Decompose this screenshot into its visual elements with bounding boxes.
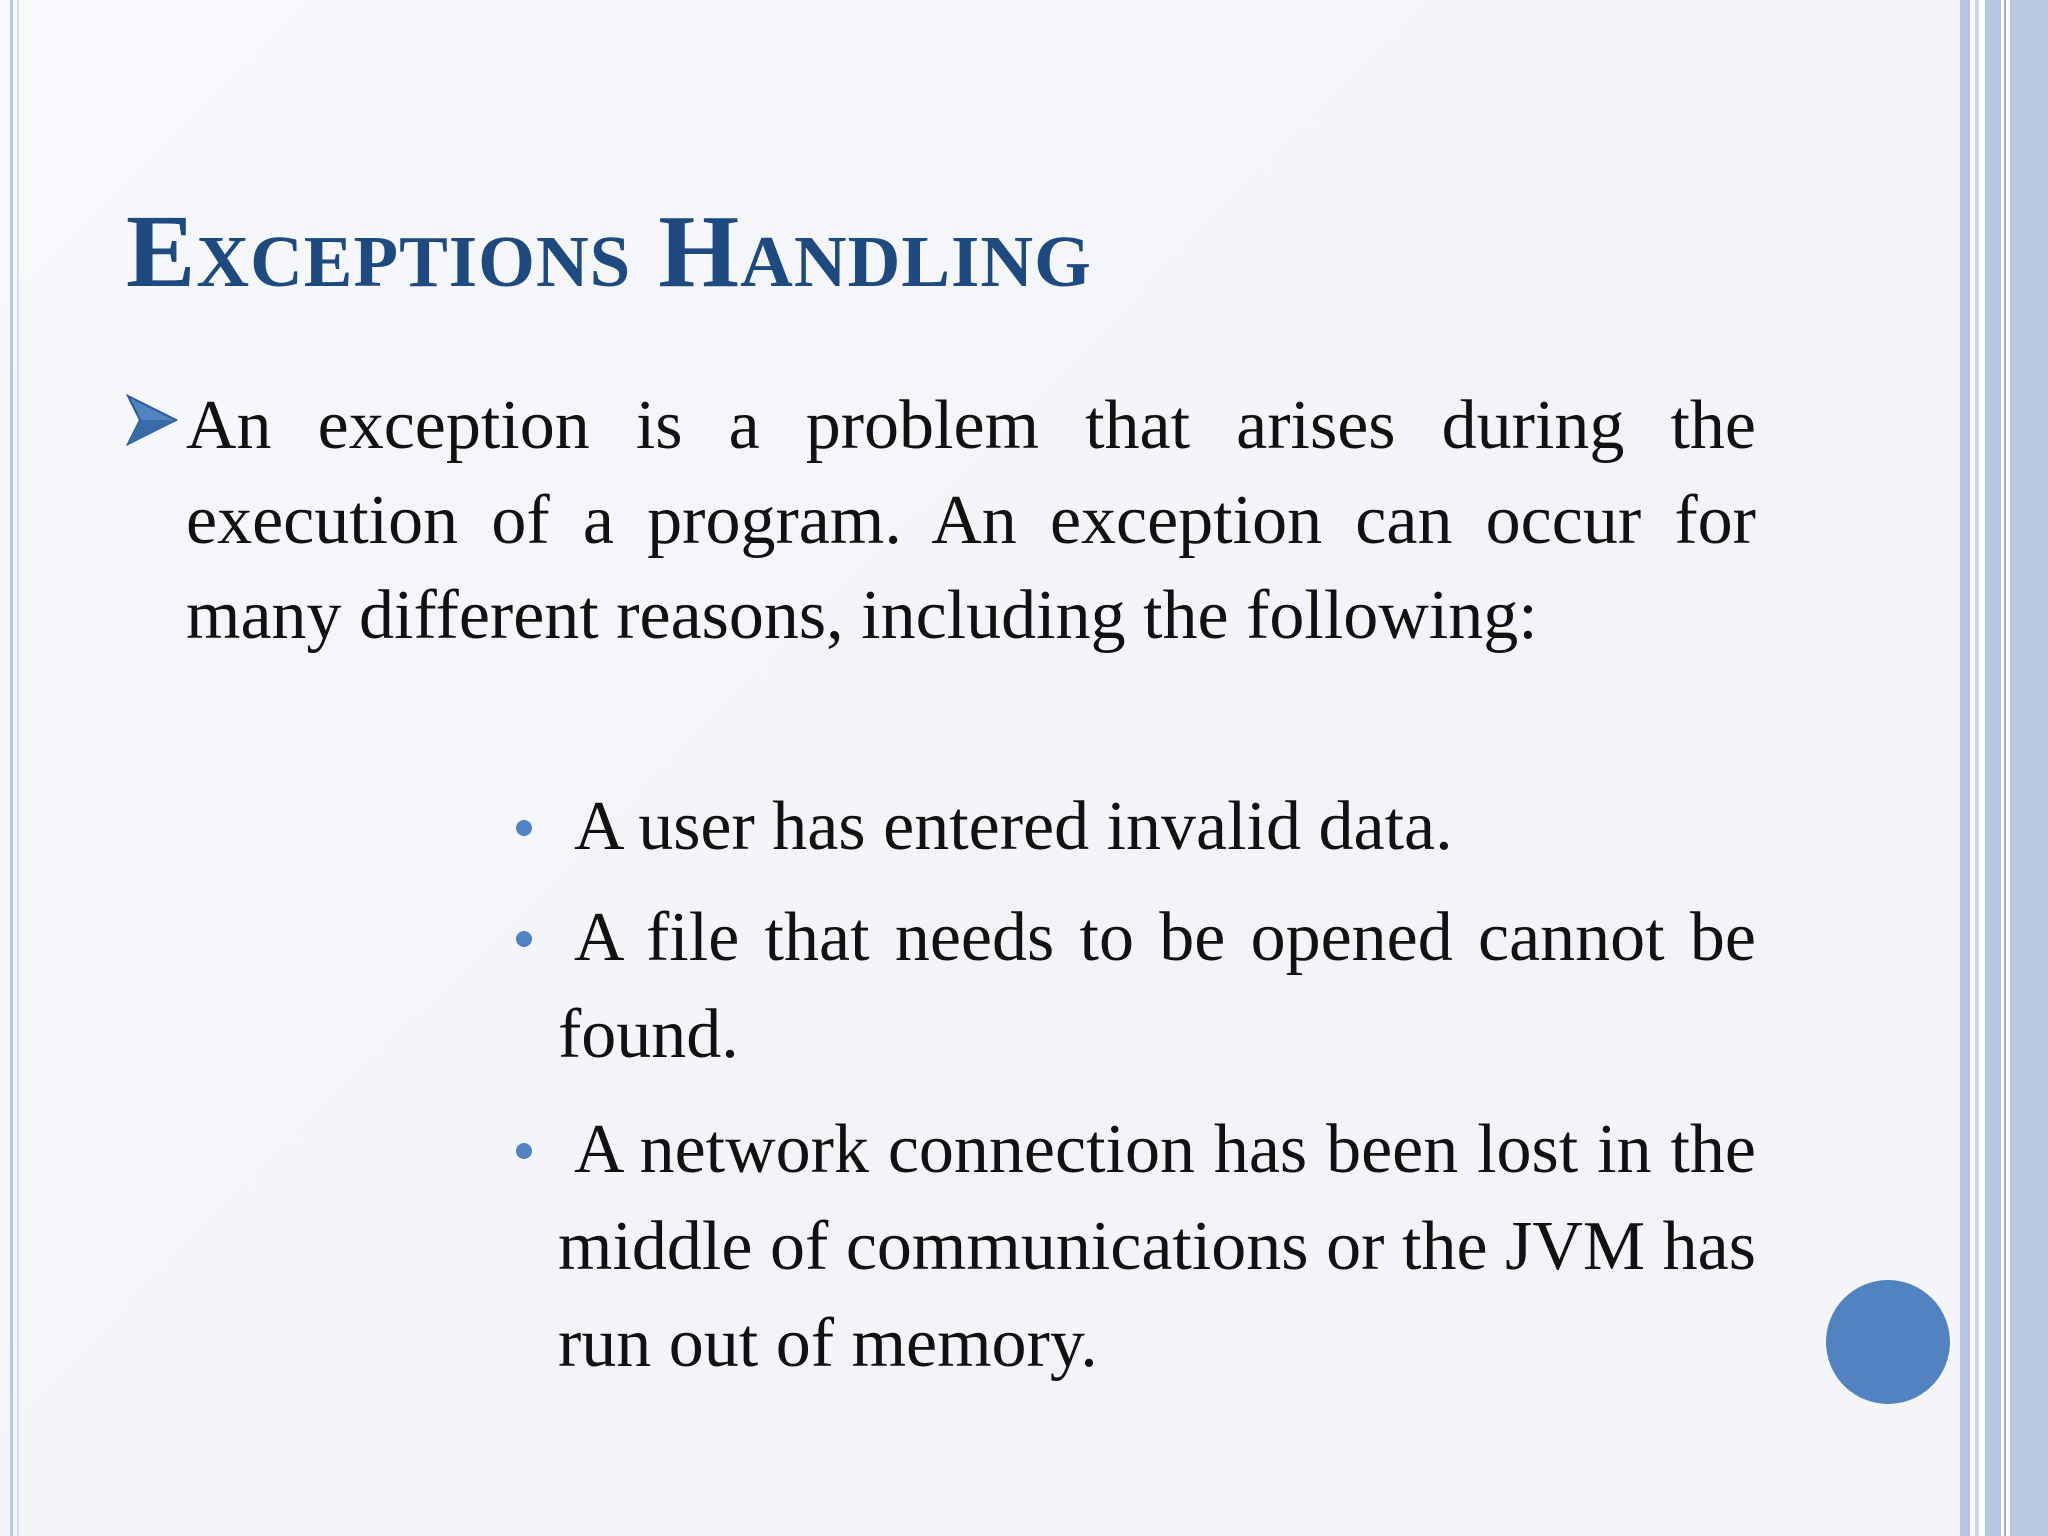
right-stripe [1985,0,2001,1536]
list-item-text: A file that needs to be opened cannot be found. [558,899,1756,1073]
main-bullet-point [126,378,1756,663]
right-stripe [2010,0,2048,1536]
list-item-text: A user has entered invalid data. [574,788,1453,865]
dot-bullet-icon [516,820,532,836]
slide-title: Exceptions Handling [126,194,1092,309]
sub-bullet-list [510,778,1756,1410]
left-border-line [10,0,13,1536]
dot-bullet-icon [516,1143,532,1159]
list-item [510,1101,1756,1392]
main-point-text: An exception is a problem that arises during the execution of a program. An exception can occur for many different reasons, including the following: [186,387,1756,654]
list-item-text: A network connection has been lost in the middle of communications or the JVM has run out of memory. [558,1111,1756,1382]
dot-bullet-icon [516,931,532,947]
arrowhead-bullet-icon [126,392,178,448]
list-item [510,778,1756,875]
right-stripe [1960,0,1970,1536]
list-item [510,889,1756,1083]
right-stripe [2004,0,2006,1536]
decorative-circle [1826,1280,1950,1404]
left-border-line-inner [17,0,19,1536]
right-stripe [1975,0,1979,1536]
